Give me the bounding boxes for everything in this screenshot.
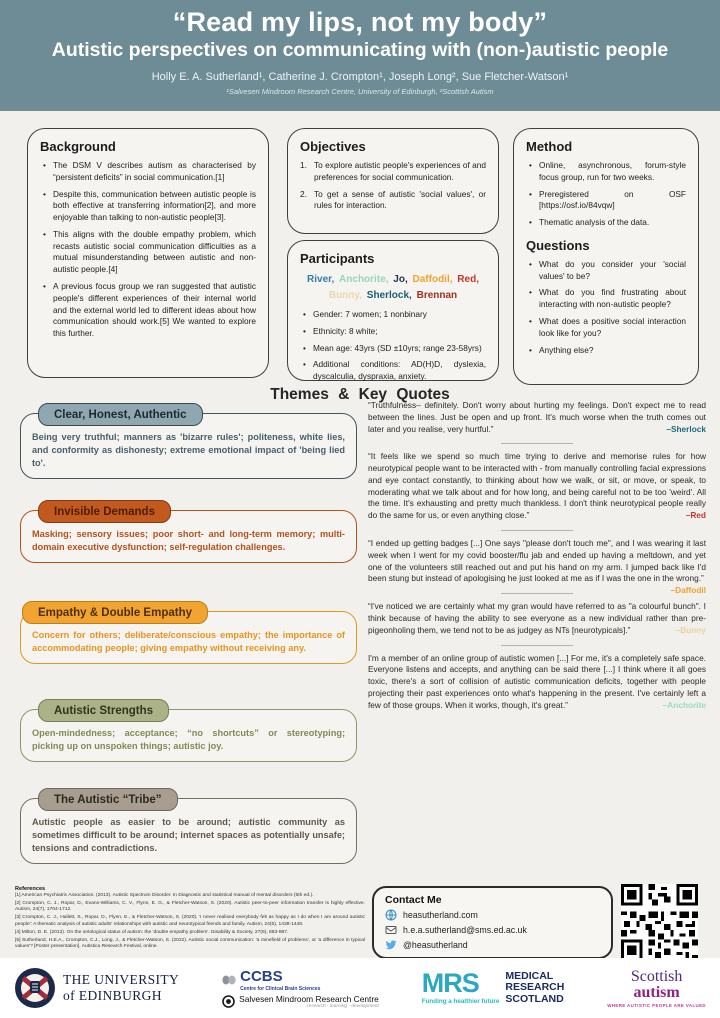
theme-invisible-demands — [20, 500, 357, 563]
quote-text: “I've noticed we are certainly what my gran would have referred to as "a colourful bunch". I think because of having the ability to see everyone as a new individual rather than pre-pigeonholing them, we tend not to be as judgey as NTs [neurotypicals].” — [368, 601, 706, 635]
mrs-text-line1: MEDICAL — [505, 970, 554, 983]
quote-daffodil — [368, 538, 706, 596]
references-heading: References — [15, 886, 46, 892]
objective-item: To get a sense of autistic 'social values', or rules for interaction. — [314, 188, 486, 211]
references-section — [15, 886, 365, 952]
uoe-name-line2: of EDINBURGH — [63, 988, 162, 1003]
objectives-list — [300, 160, 486, 212]
background-bullet-list — [40, 160, 256, 340]
participant-name: Red, — [457, 274, 479, 285]
theme-summary: Autistic people as easier to be around; autistic community as sometimes difficult to be around; internet spaces as potentially unsafe; tensions and contradictions. — [20, 798, 357, 864]
theme-title: Empathy & Double Empathy — [38, 607, 192, 619]
mrs-text-line2: RESEARCH — [505, 981, 565, 994]
ccbs-smrc-logo — [222, 968, 379, 1009]
theme-tab — [38, 500, 171, 523]
reference-item: [3] Crompton, C. J., Hallett, S., Ropar, D., Flynn, E., & Fletcher-Watson, S. (2020). 'I never realised everybody felt as happy as I do when I am around autistic people': A thematic analysis of autistic adults' relationships with autistic and neurotypical friends and family. Autism, 24(6), 1438-1448. — [15, 915, 365, 927]
quote-text: “Truthfulness– definitely. Don't worry about hurting my feelings. Don't expect me to read between the lines. Just be open and up front. It's much worse when the truth comes out later and you realise, very hurtful.” — [368, 400, 706, 434]
participant-name: Brennan — [416, 289, 458, 301]
quote-bunny — [368, 601, 706, 636]
method-bullet: • Preregistered on OSF [https://osf.io/84vqw] — [526, 189, 686, 213]
poster-subtitle: Autistic perspectives on communicating with (non-)autistic people — [51, 39, 669, 61]
ccbs-name: CCBS — [240, 967, 283, 985]
objectives-heading: Objectives — [300, 139, 366, 154]
theme-summary: Masking; sensory issues; poor short- and long-term memory; multi-domain executive dysfunction; self-regulation challenges. — [20, 510, 357, 563]
logo-footer — [0, 958, 720, 1018]
quote-attribution: –Daffodil — [670, 585, 706, 596]
theme-autistic-tribe — [20, 788, 357, 864]
participants-bullet-list — [300, 309, 486, 383]
quote-attribution: –Anchorite — [662, 699, 706, 710]
mrs-text-line3: SCOTLAND — [505, 992, 564, 1005]
objective-item: To explore autistic people's experiences of and preferences for social communication. — [314, 160, 486, 182]
background-bullet: • This aligns with the double empathy problem, which recasts autistic social communication difficulties as a mutual misunderstanding between autistic and non-autistic people.[4] — [40, 229, 256, 276]
quotes-column — [368, 400, 706, 711]
participant-name: Anchorite, — [339, 274, 389, 285]
medical-research-scotland-logo — [421, 968, 565, 1005]
scottish-autism-tagline: WHERE AUTISTIC PEOPLE ARE VALUED — [607, 1002, 706, 1008]
quote-text: “I ended up getting badges [...] One says "please don't touch me", and I was wearing it last week when I went for my covid booster/flu jab and ended up having a meltdown, and yet one of the volunteers still reached out and put his hand on my arm. I jumped back like I'd been stung but instead of apologising he just looked at me as if I was the one in the wrong.” — [368, 538, 706, 584]
mrs-tagline: Funding a healthier future — [421, 997, 500, 1005]
themes-section-heading: Themes & Key Quotes — [270, 386, 450, 403]
contact-twitter-text: @heasutherland — [403, 940, 468, 950]
objectives-section — [287, 128, 499, 234]
reference-item: [4] Milton, D. E. (2012). On the ontological status of autism: the 'double empathy problem'. Disability & Society, 27(6), 883-887. — [15, 929, 289, 935]
participant-name: Daffodil, — [412, 274, 453, 285]
theme-title: The Autistic “Tribe” — [54, 794, 162, 806]
participants-bullet: • Gender: 7 women; 1 nonbinary — [300, 309, 486, 321]
twitter-icon — [385, 939, 397, 951]
participant-name: River, — [307, 274, 335, 285]
participants-heading: Participants — [300, 251, 375, 266]
background-bullet: • A previous focus group we ran suggested that autistic people's different experiences of their internal world and the external world led to different ideas about how communication should work.[5] We wanted to explore this further. — [40, 281, 256, 340]
poster-affiliations: ¹Salvesen Mindroom Research Centre, University of Edinburgh, ²Scottish Autism — [226, 87, 494, 96]
participant-name: Sherlock, — [366, 289, 412, 301]
quote-divider — [501, 443, 573, 444]
quote-sherlock — [368, 400, 706, 435]
quote-text: I'm a member of an online group of autistic women [...] For me, it's a completely safe space. Everyone listens and accepts, and anything can be said there [...] I think where it all goes toxic, there's a sort of collision of autistic communication deficits, together with people projecting their past experiences onto what's happening in the present. I've certainly left a few of those groups. When it works, though, it's great.” — [368, 652, 706, 710]
poster-title: “Read my lips, not my body” — [172, 7, 548, 37]
participants-bullet: • Additional conditions: AD(H)D, dyslexia, dyscalculia, dyspraxia, anxiety. — [300, 359, 486, 383]
theme-summary: Concern for others; deliberate/conscious empathy; the importance of accommodating people; giving empathy without receiving any. — [20, 611, 357, 664]
theme-title: Clear, Honest, Authentic — [54, 409, 187, 421]
question-bullet: • What do you find frustrating about interacting with non-autistic people? — [526, 287, 686, 311]
uoe-name-line1: THE UNIVERSITY — [63, 972, 180, 987]
theme-tab — [38, 788, 178, 811]
contact-website — [385, 909, 600, 921]
qr-code — [621, 884, 698, 961]
salvesen-centre-name: Salvesen Mindroom Research Centre — [239, 993, 379, 1004]
quote-divider — [501, 645, 573, 646]
quote-attribution: –Sherlock — [666, 423, 706, 434]
method-bullet: • Online, asynchronous, forum-style focus group, run for two weeks. — [526, 160, 686, 184]
contact-heading: Contact Me — [385, 894, 442, 906]
brain-icon — [222, 975, 236, 985]
contact-email — [385, 924, 600, 936]
email-icon — [385, 924, 397, 936]
background-section — [27, 128, 269, 378]
quote-text: “It feels like we spend so much time trying to derive and memorise rules for how neurotypical people want to be interacted with - from manually controlling facial expressions and eye contact constantly, to thinking about how we walk, or sit, or move, or speak, to moderating what we talk about and for how long, and being careful not to be too 'weird'. All the time. It's exhausting and pretty much thankless. I don't think neurotypical people really do the same for us, or even anything close.” — [368, 451, 706, 521]
scottish-autism-line2: autism — [633, 983, 680, 1001]
participants-bullet: • Ethnicity: 8 white; — [300, 326, 486, 338]
questions-bullet-list — [526, 259, 686, 356]
method-heading: Method — [526, 139, 573, 154]
poster-header — [0, 0, 720, 111]
method-bullet: • Thematic analysis of the data. — [526, 217, 686, 229]
theme-autistic-strengths — [20, 699, 357, 762]
participant-names — [300, 272, 486, 303]
reference-item: [1] American Psychiatric Association. (2013). Autistic Spectrum Disorder. In Diagnostic and statistical manual of mental disorders (5th ed.). — [15, 893, 314, 898]
theme-tab — [22, 601, 208, 624]
participant-name: Bunny, — [328, 289, 362, 301]
contact-twitter — [385, 939, 600, 951]
quote-divider — [501, 593, 573, 594]
poster-authors: Holly E. A. Sutherland¹, Catherine J. Crompton¹, Joseph Long², Sue Fletcher-Watson¹ — [151, 71, 569, 83]
reference-item: [2] Crompton, C. J., Ropar, D., Evans-Williams, C. V., Flynn, E. G., & Fletcher-Watson, S. (2020). Autistic peer-to-peer information transfer is highly effective. Autism, 24(7), 1704-1712. — [15, 900, 365, 913]
quote-red — [368, 451, 706, 522]
quote-attribution: –Red — [685, 510, 706, 521]
contact-section — [372, 886, 613, 959]
method-bullet-list — [526, 160, 686, 229]
theme-tab — [38, 403, 203, 426]
scottish-autism-logo — [607, 969, 706, 1008]
quote-anchorite — [368, 653, 706, 712]
background-bullet: • The DSM V describes autism as characterised by “persistent deficits” in social communication.[1] — [40, 160, 256, 184]
participants-section — [287, 240, 499, 381]
contact-email-text: h.e.a.sutherland@sms.ed.ac.uk — [403, 925, 527, 935]
university-of-edinburgh-logo — [14, 967, 179, 1009]
participant-name: Jo, — [393, 274, 408, 285]
quote-divider — [501, 530, 573, 531]
salvesen-dot-icon — [222, 995, 235, 1008]
theme-empathy-double-empathy — [20, 601, 357, 664]
theme-title: Invisible Demands — [54, 506, 155, 518]
contact-website-text: heasutherland.com — [403, 910, 478, 920]
edinburgh-crest-icon — [14, 967, 56, 1009]
theme-summary: Being very truthful; manners as 'bizarre rules'; politeness, white lies, and conformity as dishonesty; extreme emotional impact of 'being lied to'. — [20, 413, 357, 479]
theme-title: Autistic Strengths — [54, 705, 154, 717]
theme-tab — [38, 699, 169, 722]
mrs-wordmark: MRS — [421, 968, 479, 999]
background-heading: Background — [40, 139, 116, 154]
globe-icon — [385, 909, 397, 921]
scottish-autism-line1: Scottish — [630, 967, 683, 985]
question-bullet: • What does a positive social interaction look like for you? — [526, 316, 686, 340]
theme-clear-honest-authentic — [20, 403, 357, 479]
questions-heading: Questions — [526, 237, 590, 253]
salvesen-centre-tagline: research · learning · development — [307, 1003, 379, 1009]
question-bullet: • Anything else? — [526, 345, 686, 357]
background-bullet: • Despite this, communication between autistic people is both effective at transferring information[2], and more enjoyable than talking to non-autistic people[3]. — [40, 189, 256, 224]
quote-attribution: –Bunny — [675, 624, 706, 635]
ccbs-subtitle: Centre for Clinical Brain Sciences — [240, 985, 321, 992]
question-bullet: • What do you consider your 'social values' to be? — [526, 259, 686, 283]
method-section — [513, 128, 699, 385]
participants-bullet: • Mean age: 43yrs (SD ±10yrs; range 23-58yrs) — [300, 343, 486, 355]
theme-summary: Open-mindedness; acceptance; “no shortcuts” or stereotyping; picking up on unspoken things; autistic joy. — [20, 709, 357, 762]
reference-item: [5] Sutherland, H.E.A., Crompton, C.J., Long, J., & Fletcher-Watson, S. (2022). Autistic social communication: 'a minefield of problems', or 'a difference in typical values'? [Poster presentation]. Autistica Research Festival, online. — [15, 937, 365, 950]
